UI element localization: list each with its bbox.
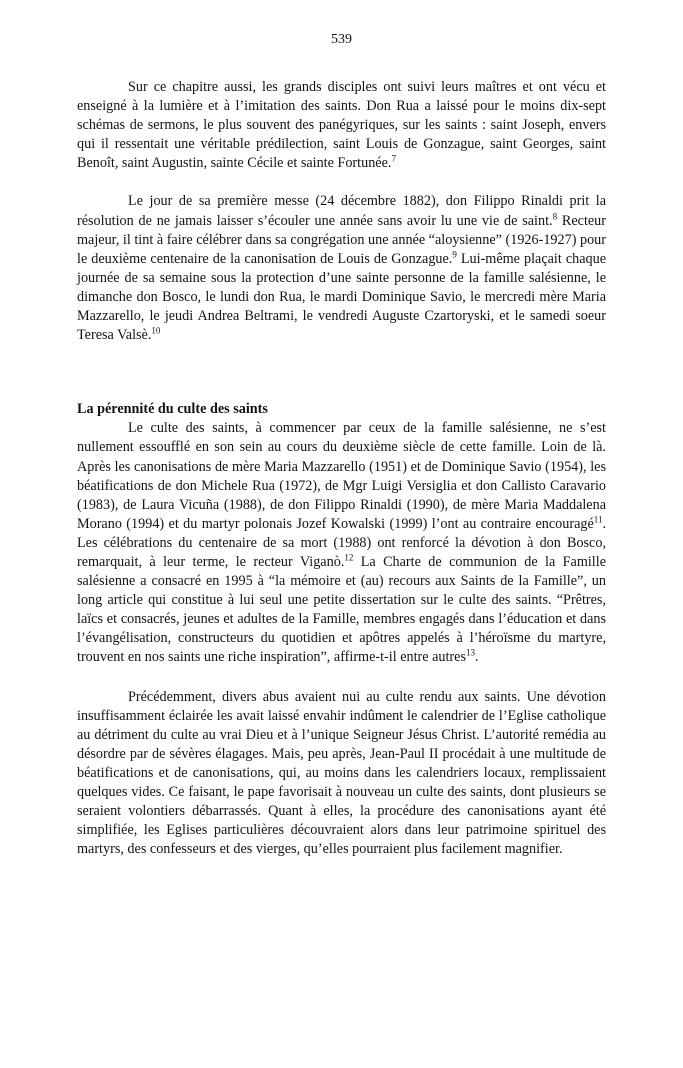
footnote-ref-11[interactable]: 11 <box>593 514 603 525</box>
paragraph-abus <box>77 688 606 860</box>
footnote-ref-8[interactable]: 8 <box>552 210 558 221</box>
footnote-ref-13[interactable]: 13 <box>465 647 475 658</box>
paragraph-text: Lui-même plaçait chaque journée de sa semaine sous la protection d’une sainte personne de la famille salésienne, le dimanche don Bosco, le lundi don Rua, le mardi Dominique Savio, le mercredi mère Maria Mazzarello, le jeudi Andrea Beltrami, le vendredi Auguste Czartoryski, et le samedi soeur Teresa Valsè. <box>77 250 606 344</box>
paragraph-text: Le jour de sa première messe (24 décembre 1882), don Filippo Rinaldi prit la résolution de ne jamais laisser s’écouler une année sans avoir lu une vie de saint. <box>77 193 606 229</box>
footnote-ref-9[interactable]: 9 <box>452 249 457 260</box>
paragraph-text: Recteur majeur, il tint à faire célébrer dans sa congrégation une année “aloysienne” (1926-1927) pour le deuxième centenaire de la canonisation de Louis de Gonzague. <box>77 212 606 267</box>
paragraph-perennite <box>77 419 606 667</box>
paragraph-text: Précédemment, divers abus avaient nui au culte rendu aux saints. Une dévotion insuffisamment éclairée les avait laissé envahir indûment le calendrier de l’Eglise catholique au détriment du culte au vrai Dieu et à l’unique Seigneur Jésus Christ. L’autorité remédia au désordre par de sévères élagages. Mais, peu après, Jean-Paul II procédait à une multitude de béatifications et de canonisations, qui, au moins dans les calendriers locaux, remplissaient quelques vides. Ce faisant, le pape favorisait à nouveau un culte des saints, dont plusieurs se seraient volontiers débarrassés. Quant à elles, la procédure des canonisations ayant été simplifiée, les Eglises particulières découvraient alors dans leur patrimoine spirituel des martyrs, des confesseurs et des vierges, qu’elles pourraient plus facilement magnifier. <box>77 688 606 858</box>
page-number: 539 <box>331 32 352 47</box>
footnote-ref-10[interactable]: 10 <box>151 325 161 336</box>
paragraph-text: La Charte de communion de la Famille salésienne a consacré en 1995 à “la mémoire et (au) recours aux Saints de la Famille”, un long article qui constitue à lui seul une petite dissertation sur le culte des saints. “Prêtres, laïcs et consacrés, jeunes et adultes de la Famille, membres engagés dans l’éducation et dans l’évangélisation, constructeurs du quotidien et apôtres appelés à l’héroïsme du martyre, trouvent en nos saints une riche inspiration”, affirme-t-il entre autres <box>77 553 606 666</box>
paragraph-rinaldi <box>77 192 606 345</box>
paragraph-text: Le culte des saints, à commencer par ceux de la famille salésienne, ne s’est nullement essoufflé en son sein au cours du deuxième siècle de cette famille. Loin de là. Après les canonisations de mère Maria Mazzarello (1951) et de Dominique Savio (1954), les béatifications de don Michele Rua (1972), de Mgr Luigi Versiglia et don Callisto Caravario (1983), de Laura Vicuña (1988), de don Filippo Rinaldi (1990), de mère Maria Maddalena Morano (1994) et du martyr polonais Jozef Kowalski (1999) l’ont au contraire encouragé <box>77 420 606 532</box>
paragraph-disciples-saints <box>77 78 606 173</box>
footnote-ref-7[interactable]: 7 <box>391 153 396 164</box>
section-heading: La pérennité du culte des saints <box>77 401 268 418</box>
paragraph-text: . Les célébrations du centenaire de sa mort (1988) ont renforcé la dévotion à don Bosco, remarquait, à leur terme, le recteur Viganò. <box>77 515 606 570</box>
page-body <box>77 78 606 859</box>
paragraph-text: Sur ce chapitre aussi, les grands disciples ont suivi leurs maîtres et ont vécu et enseigné à la lumière et à l’imitation des saints. Don Rua a laissé pour le moins dix-sept schémas de sermons, le plus souvent des panégyriques, sur les saints : saint Joseph, envers qui il ressentait une véritable prédilection, saint Louis de Gonzague, saint Georges, saint Benoît, saint Augustin, sainte Cécile et sainte Fortunée. <box>77 79 606 172</box>
footnote-ref-12[interactable]: 12 <box>344 552 354 563</box>
paragraph-text: . <box>474 649 479 666</box>
